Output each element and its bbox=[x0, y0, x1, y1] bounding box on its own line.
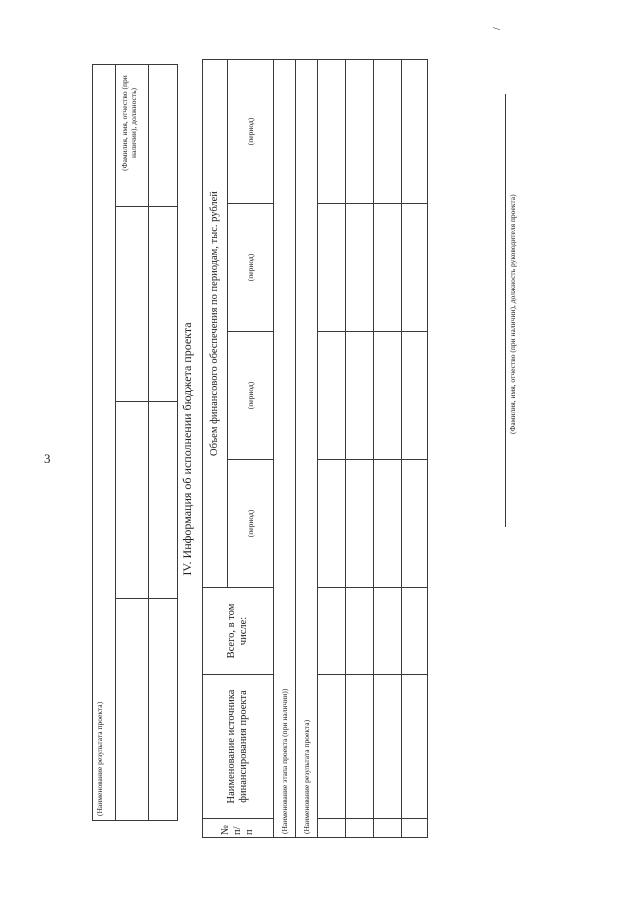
table-cell bbox=[318, 204, 346, 332]
budget-table bbox=[202, 59, 428, 838]
table-cell bbox=[318, 819, 346, 838]
table-cell bbox=[374, 60, 402, 204]
period-label: (период) bbox=[228, 460, 274, 588]
table-cell bbox=[402, 588, 428, 675]
table-cell bbox=[346, 332, 374, 460]
table-row bbox=[374, 60, 402, 838]
result-name-caption: (Наименование результата проекта) bbox=[95, 701, 104, 816]
table-cell bbox=[374, 460, 402, 588]
table-cell bbox=[318, 460, 346, 588]
stage-caption-row: (Наименование этапа проекта (при наличии)) bbox=[274, 60, 296, 838]
table-row bbox=[402, 60, 428, 838]
table-cell bbox=[402, 332, 428, 460]
period-label: (период) bbox=[228, 332, 274, 460]
table-cell bbox=[318, 588, 346, 675]
result-caption-row: (Наименование результата проекта) bbox=[296, 60, 318, 838]
table-cell bbox=[402, 460, 428, 588]
table-cell bbox=[374, 819, 402, 838]
header-volume: Объем финансового обеспечения по периодам, тыс. рублей bbox=[203, 60, 228, 588]
budget-section bbox=[176, 60, 414, 838]
table-cell bbox=[346, 204, 374, 332]
table-cell bbox=[318, 675, 346, 819]
table-line bbox=[92, 820, 178, 821]
header-number: № п/п bbox=[203, 819, 274, 838]
table-cell bbox=[346, 60, 374, 204]
period-label: (период) bbox=[228, 204, 274, 332]
table-cell bbox=[318, 332, 346, 460]
table-cell bbox=[402, 675, 428, 819]
signature-separator: / bbox=[492, 27, 503, 30]
table-cell bbox=[346, 460, 374, 588]
table-cell bbox=[346, 819, 374, 838]
table-cell bbox=[346, 588, 374, 675]
table-cell bbox=[374, 675, 402, 819]
table-row bbox=[318, 60, 346, 838]
page-number: 3 bbox=[44, 451, 51, 466]
table-cell bbox=[374, 332, 402, 460]
period-label: (период) bbox=[228, 60, 274, 204]
signature-block bbox=[452, 27, 522, 494]
table-cell bbox=[374, 204, 402, 332]
header-total: Всего, в том числе: bbox=[203, 588, 274, 675]
table-cell bbox=[346, 675, 374, 819]
table-cell bbox=[374, 588, 402, 675]
table-cell bbox=[318, 60, 346, 204]
table-cell bbox=[402, 819, 428, 838]
responsible-caption: (Фамилия, имя, отчество (при наличии), должность) bbox=[120, 75, 138, 171]
table-row bbox=[346, 60, 374, 838]
header-source-name: Наименование источника финансирования проекта bbox=[203, 675, 274, 819]
section-title: IV. Информация об исполнении бюджета проекта bbox=[180, 322, 194, 576]
results-table-captions bbox=[92, 62, 178, 820]
table-cell bbox=[402, 60, 428, 204]
table-cell bbox=[402, 204, 428, 332]
signature-caption: (Фамилия, имя, отчество (при наличии), должность руководителя проекта) bbox=[508, 194, 517, 434]
signature-short-line bbox=[505, 377, 506, 527]
